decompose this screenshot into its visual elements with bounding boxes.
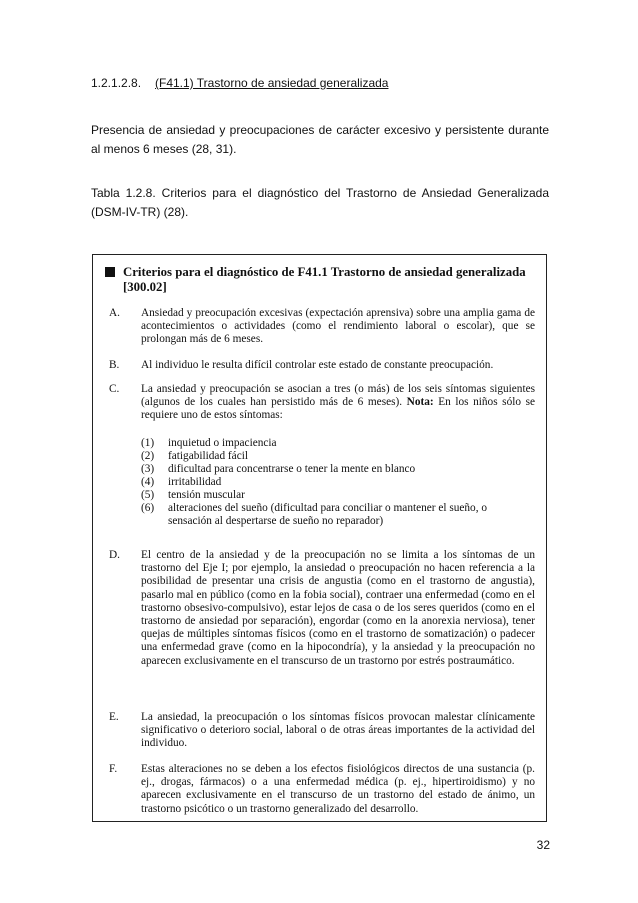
criterion-text: Estas alteraciones no se deben a los efectos fisiológicos directos de una sustancia (p. ej., drogas, fármacos) o a una enfermedad médica (p. ej., hipertiroidismo) y no aparecen exclusivamente en el transcurso de un trastorno del estado de ánimo, un trastorno psicótico o un trastorno generalizado del desarrollo. (141, 763, 535, 815)
symptom-item (141, 489, 533, 502)
criterion-text: Al individuo le resulta difícil controlar este estado de constante preocupación. (141, 359, 494, 371)
criterion-letter: D. (109, 549, 120, 561)
symptom-text: dificultad para concentrarse o tener la mente en blanco (168, 463, 416, 475)
criterion-a (109, 307, 535, 347)
symptom-text: tensión muscular (168, 489, 245, 501)
criterion-text: Ansiedad y preocupación excesivas (expectación aprensiva) sobre una amplia gama de acontecimientos o actividades (como el rendimiento laboral o escolar), que se prolongan más de 6 meses. (141, 307, 535, 346)
symptom-item (141, 476, 533, 489)
symptom-item (141, 463, 533, 476)
criteria-box-title (107, 265, 527, 295)
criterion-f (109, 763, 535, 816)
criterion-e (109, 711, 535, 751)
symptom-item (141, 437, 533, 450)
symptom-number: (4) (141, 476, 155, 488)
criterion-c (109, 383, 535, 423)
criterion-text (141, 383, 535, 423)
symptom-number: (1) (141, 437, 155, 449)
criterion-letter: C. (109, 383, 120, 395)
symptom-text: alteraciones del sueño (dificultad para conciliar o mantener el sueño, o sensación al despertarse de sueño no reparador) (168, 502, 488, 528)
criterion-letter: F. (109, 763, 118, 775)
section-heading (91, 74, 549, 93)
symptom-text: inquietud o impaciencia (168, 437, 277, 449)
symptom-text: fatigabilidad fácil (168, 450, 248, 462)
section-number: 1.2.1.2.8. (91, 76, 142, 90)
square-bullet-icon (105, 267, 115, 277)
symptom-number: (3) (141, 463, 155, 475)
criteria-box (92, 254, 547, 822)
criterion-d (109, 549, 535, 668)
page-number: 32 (536, 838, 550, 852)
page-break-gap (93, 372, 546, 376)
table-caption: Tabla 1.2.8. Criterios para el diagnóstico del Trastorno de Ansiedad Generalizada (DSM-IV-TR) (28). (91, 186, 549, 219)
symptom-item (141, 450, 533, 463)
criterion-c-text: La ansiedad y preocupación se asocian a tres (o más) de los seis síntomas siguientes (algunos de los cuales han persistido más de 6 meses). (141, 383, 535, 409)
criterion-letter: E. (109, 711, 119, 723)
criterion-letter: A. (109, 307, 120, 319)
note-text: En los niños sólo se requiere uno de estos síntomas: (141, 396, 535, 422)
intro-paragraph: Presencia de ansiedad y preocupaciones de carácter excesivo y persistente durante al menos 6 meses (28, 31). (91, 123, 549, 156)
symptom-number: (5) (141, 489, 155, 501)
criterion-letter: B. (109, 359, 120, 371)
symptom-number: (2) (141, 450, 155, 462)
criterion-b (109, 359, 535, 372)
criterion-text: La ansiedad, la preocupación o los síntomas físicos provocan malestar clínicamente significativo o deterioro social, laboral o de otras áreas importantes de la actividad del individuo. (141, 711, 535, 750)
note-label: Nota: (406, 396, 434, 409)
criterion-text: El centro de la ansiedad y de la preocupación no se limita a los síntomas de un trastorno del Eje I; por ejemplo, la ansiedad o preocupación no hacen referencia a la posibilidad de presentar una crisis de angustia (como en el trastorno de angustia), pasarlo mal en público (como en la fobia social), contraer una enfermedad (como en el trastorno obsesivo-compulsivo), estar lejos de casa o de los seres queridos (como en el trastorno de ansiedad por separación), engordar (como en la anorexia nerviosa), tener quejas de múltiples síntomas físicos (como en el trastorno de somatización) o padecer una enfermedad grave (como en la hipocondría), y la ansiedad y la preocupación no aparecen exclusivamente en el transcurso de un trastorno por estrés postraumático. (141, 549, 535, 667)
criteria-title-text: Criterios para el diagnóstico de F41.1 Trastorno de ansiedad generalizada [300.02] (123, 265, 526, 294)
symptom-number: (6) (141, 502, 155, 514)
section-title: (F41.1) Trastorno de ansiedad generalizada (155, 76, 389, 90)
symptom-text: irritabilidad (168, 476, 222, 488)
symptom-item (141, 502, 533, 528)
